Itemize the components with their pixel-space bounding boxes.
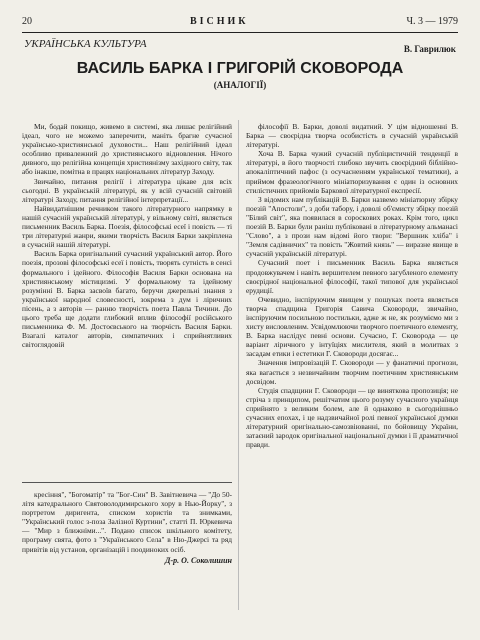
footnote-separator: [22, 482, 232, 483]
issue-label: Ч. 3 — 1979: [406, 15, 458, 27]
right-column: [246, 122, 458, 449]
paragraph: Значення імпровізацій Г. Сковороди — у фанатичні прогнози, яка вагається з незвичайним творчим поетичним християнським досвідом.: [246, 358, 458, 386]
paragraph: Звичайно, питання релігії і література цікаве для всіх сьогодні. В українській літературі, як у всій сучасній світовій літературі Заходу, питання релігійної інтерпретації...: [22, 176, 232, 204]
footnote-block: [22, 490, 232, 565]
page-header: [22, 14, 458, 28]
paragraph: З відомих нам публікацій В. Барки назвемо мініатюрну збірку поезій "Апостоли", з доби табору, і доволі об'ємисту збірку поезій "Білий світ", яка появилася в сороскових роках. Крім того, цикл поезій В. Барки були раніш публіковані в літературному альманасі "Слово", а з прози нам відомі його твори: "Вершник хліба" і "Земля садівничих" та повість "Жовтий князь" — виразне явище в сучасній українській літературі.: [246, 194, 458, 259]
article-title: ВАСИЛЬ БАРКА І ГРИГОРІЙ СКОВОРОДА: [76, 60, 404, 77]
paragraph: Ми, бодай покищо, живемо в системі, яка лишає релігійний ідеал, чого не можемо заперечити, маніть брагне сучасної українсько-християнської духовости... Наш релігійний ідеал особливо привалежний до християнського відновлення. Нічого дивного, що релігійна концепція християнізму західного світу, так або інакше, помітна в працях національних літератур Заходу.: [22, 122, 232, 177]
page-number: 20: [22, 15, 32, 27]
column-divider: [238, 120, 239, 610]
article-subtitle: (АНАЛОГІЇ): [213, 80, 267, 90]
header-rule: [22, 32, 458, 33]
section-heading: УКРАЇНСЬКА КУЛЬТУРА: [24, 38, 147, 50]
journal-title: ВІСНИК: [189, 15, 249, 27]
paragraph: Студія спадщини Г. Сковороди — це виняткова пропозиція; не стріча з принципом, решітчатим цього розуму сучасного українця сприйнято з великим болем, але й однаково в сьогоднішньо сучасних епохах, і це надзвичайної ролі певної української думки літературний оригінально-самозвіюванні, по бойовищу України, затаєний зародок оригінальної національної думки і її драматичної правди.: [246, 385, 458, 450]
footnote-text: кресіння", "Богоматір" та "Бог-Син" В. Завітневича — "До 50-літя катедрального Святоволодимирського хору в Нью-Йорку", з портретом диригента, списком хористів та знимками, "Український голос з-поза Залізної Куртини", статті П. Юркевича — "Мир з ближніми...". Подано список шкільного комітету, програму свята, фото з "Українського Села" в Ню-Джерсі та ряд привітів від установ, організацій і поодиноких осіб.: [22, 490, 232, 554]
paragraph: Хоча В. Барка чужий сучасній публіцистичній тенденції в літературі, в його творчості глибоко звучить своєрідний біблійно-апокаліптичний пафос (з осучасненням української тематики), а приймом фразеологічного мініатюризування є один із основних стилістичних прийомів Баркової літературної експресії.: [246, 149, 458, 195]
paragraph: Найвидатнішим речником такого літературного напрямку в нашій сучасній українській літературі, у вільному світі, являється письменник Василь Барка. Поезія, філософські есеї і повість — ті три літературні жанри, якими творчість Василя Барки закріплена в сучасній нашій літературі.: [22, 203, 232, 250]
paragraph: філософії В. Барки, доволі видатний. У цім відношенні В. Барка — своєрідна творча особистість в сучасній українській літературі.: [246, 122, 458, 150]
left-column: [22, 122, 232, 349]
paragraph: Очевидно, інспіруючим явищем у пошуках поета являється творча спадщина Григорія Савича Сковороди, звичайно, інспіруючим посильною постильки, адже ж не, як розуміємо ми з хисту висловленим. Усвідомлюючи творчого поетичного елементу, В. Барка наслідує певні основи. Сучасно, Г. Сковорода — це варіант ліричного у інтуїціях мислителя, який в молитвах з засадам етики і естетики Г. Сковороди досягає...: [246, 294, 458, 359]
article-author: В. Гаврилюк: [403, 44, 456, 54]
paragraph: Сучасний поет і письменник Василь Барка являється продовжувачем і навіть вершителем певного загубленого елементу своєрідної національної філософії, такої типової для української ерудиції.: [246, 258, 458, 295]
footnote-signature: Д-р. О. Соколишин: [165, 555, 232, 565]
paragraph: Василь Барка оригінальний сучасний український автор. Його поезія, прозові філософські есеї і повість, творять сутність в сенсі формального і ідейного. Філософія Василя Барки основана на християнському містицизмі. У формальному та ідейному розумінні В. Барка засвоїв багато, беручи джерельні знання з української народної словесності, зокрема з дум і ліричних пісень, а з авторів — ранню творчість поета Павла Тичини. До цього треба ще додати глибокий вплив філософії російського письменника Ф. М. Достоєвського на творчість Василя Барки. Взагалі каталог авторів, симпатичних і сприйнятливих світоглядовій: [22, 249, 232, 350]
